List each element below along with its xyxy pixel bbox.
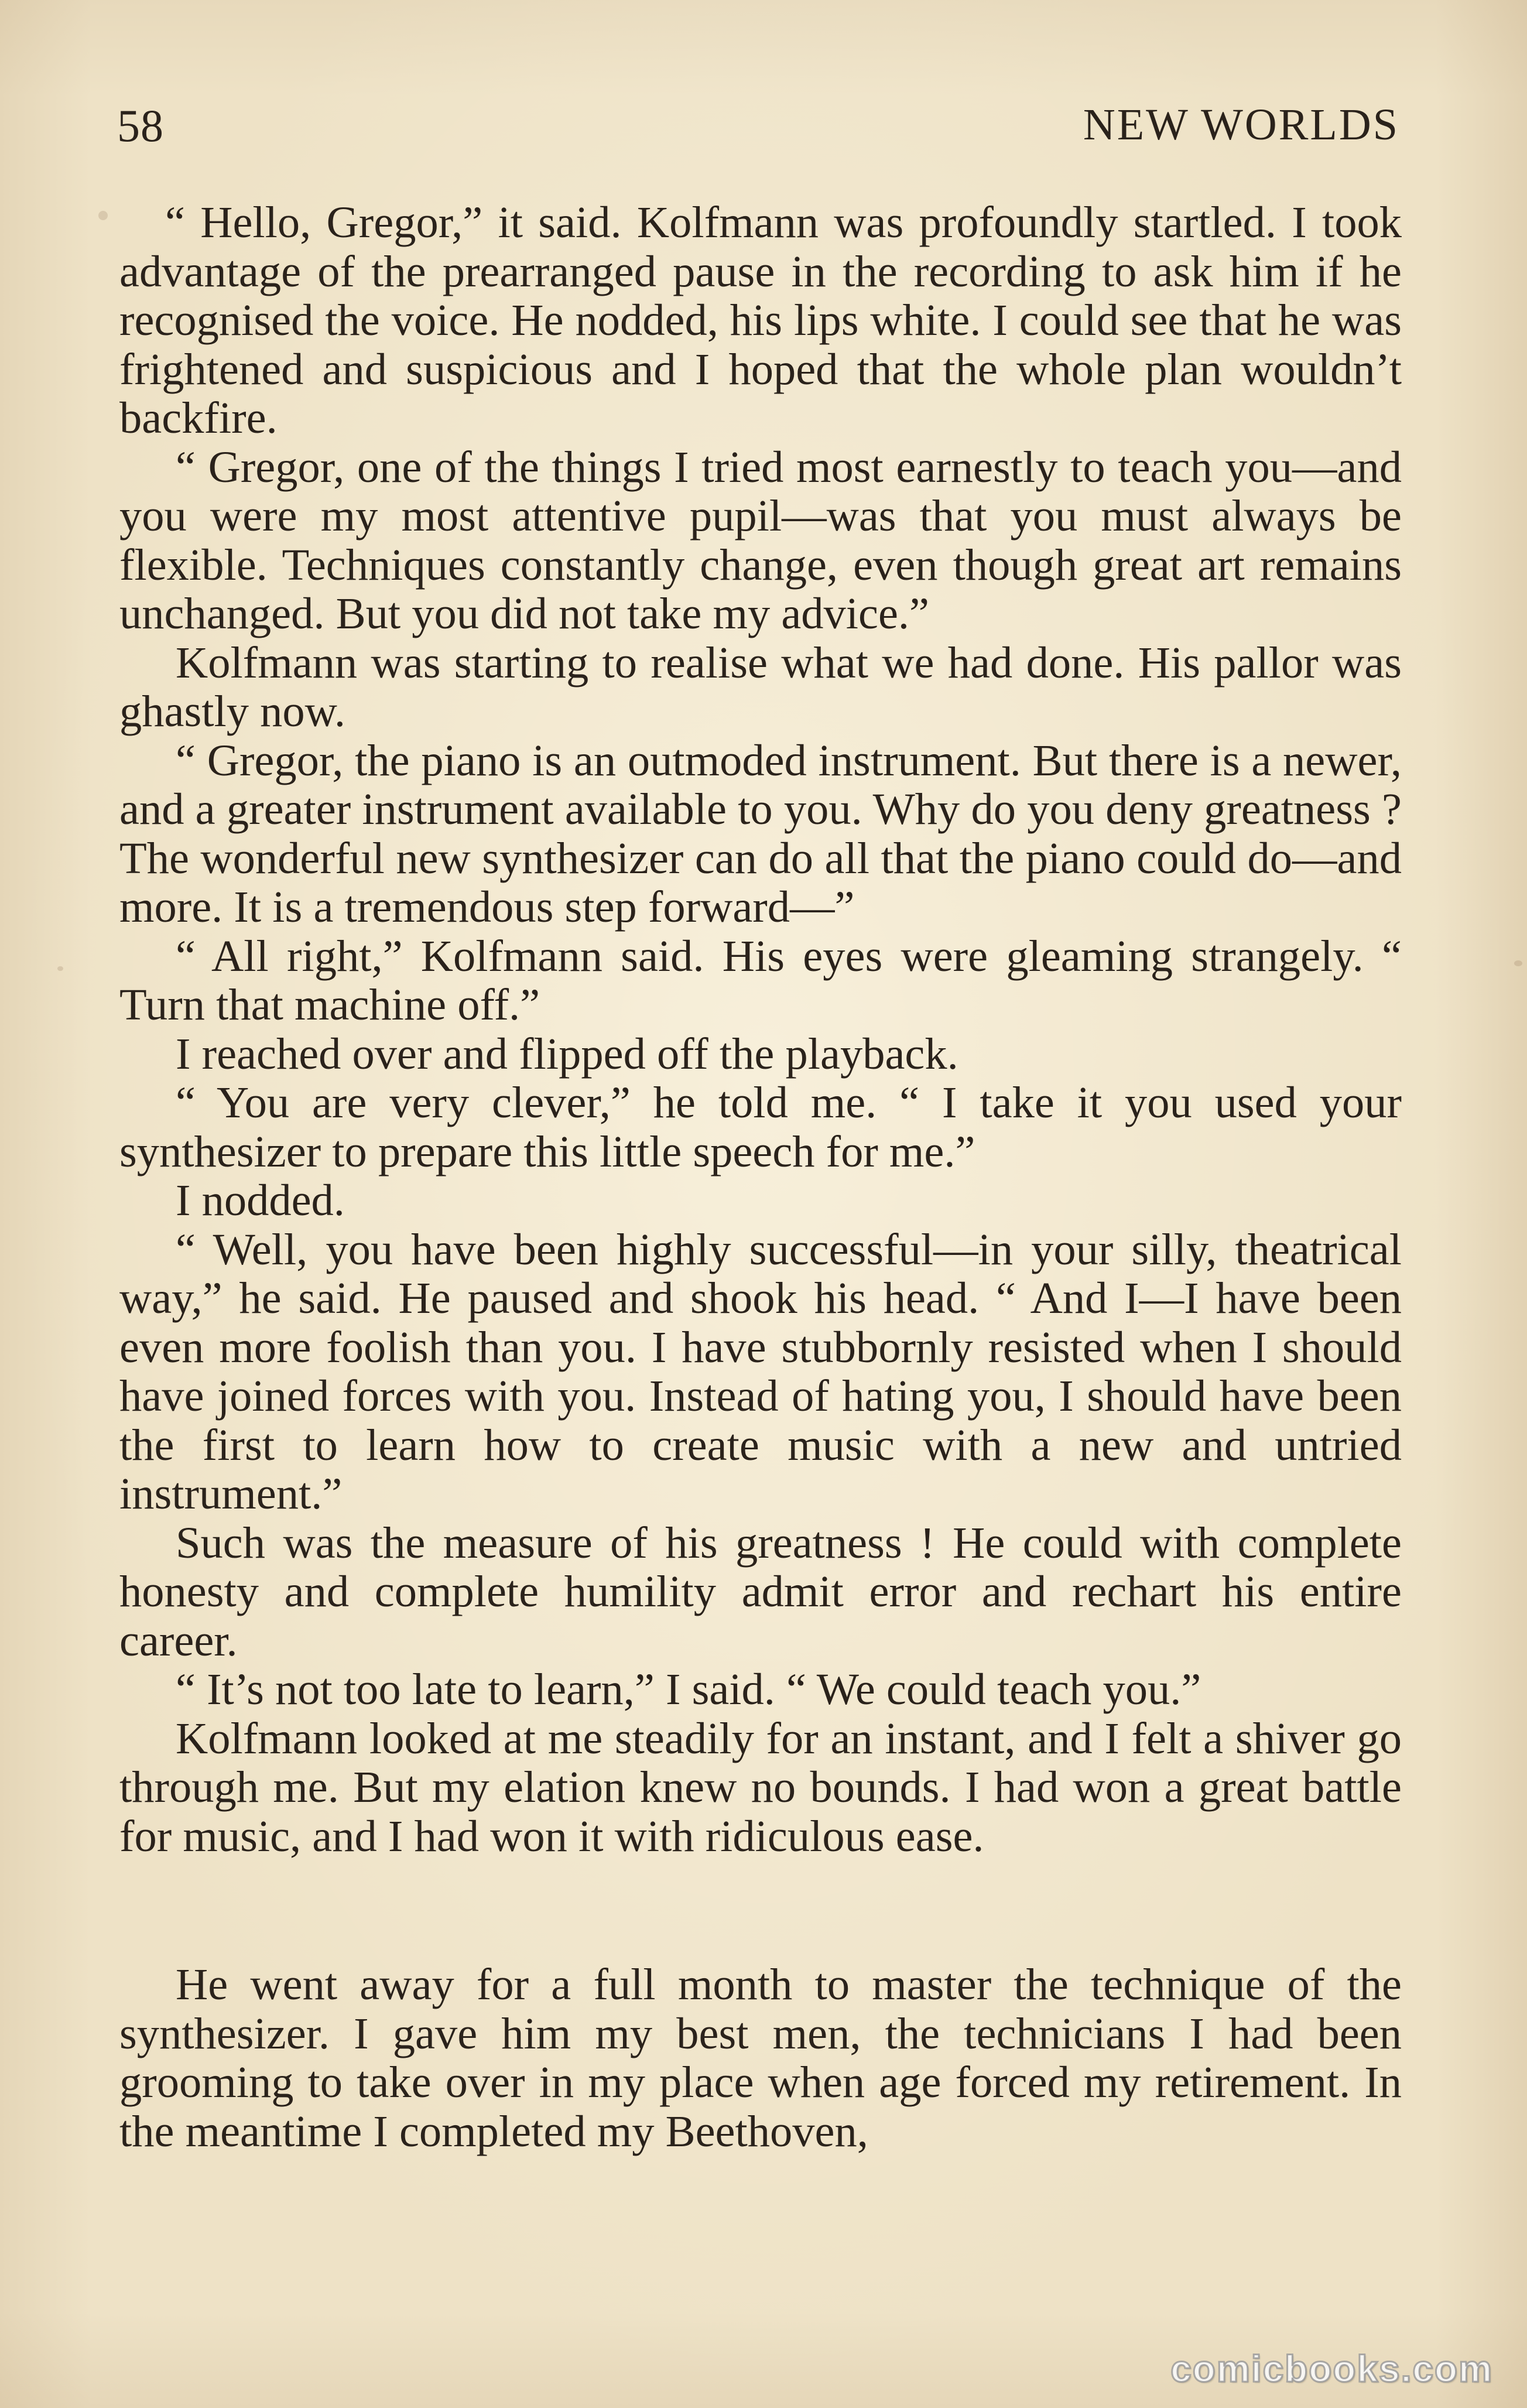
page-number: 58 <box>117 100 164 151</box>
paragraph: “ Hello, Gregor,” it said. Kolfmann was profoundly startled. I took advantage of the prearranged pause in the recording to ask him if he recognised the voice. He nodded, his lips white. I could see that he was frightened and suspicious and I hoped that the whole plan wouldn’t backfire. <box>119 197 1402 443</box>
watermark-logo: comicbooks.com <box>1170 2348 1493 2390</box>
ink-speck <box>98 211 108 220</box>
paragraph: “ Gregor, one of the things I tried most earnestly to teach you—and you were my most attentive pupil—was that you must always be flexible. Techniques constantly change, even though great art remains unchanged. But you did not take my advice.” <box>119 442 1402 638</box>
paragraph: Such was the measure of his greatness ! He could with complete honesty and complete humility admit error and rechart his entire career. <box>119 1517 1402 1665</box>
paragraph: I reached over and flipped off the playback. <box>176 1028 958 1079</box>
paragraph: “ Well, you have been highly successful—in your silly, theatrical way,” he said. He paused and shook his head. “ And I—I have been even more foolish than you. I have stubbornly resisted when I should have joined forces with you. Instead of hating you, I should have been the first to learn how to create music with a new and untried instrument.” <box>119 1224 1402 1518</box>
section-break <box>119 1860 1402 1960</box>
paragraph: “ Gregor, the piano is an outmoded instrument. But there is a newer, and a greater instrument available to you. Why do you deny greatness ? The wonderful new synthesizer can do all that the piano could do—and more. It is a tremendous step forward—” <box>119 735 1402 932</box>
ink-speck <box>57 966 63 971</box>
page-header <box>117 100 1399 158</box>
paragraph: Kolfmann was starting to realise what we had done. His pallor was ghastly now. <box>119 637 1402 736</box>
paragraph: “ You are very clever,” he told me. “ I take it you used your synthesizer to prepare this little speech for me.” <box>119 1078 1402 1176</box>
running-head: NEW WORLDS <box>1083 100 1399 149</box>
paragraph: “ It’s not too late to learn,” I said. “ We could teach you.” <box>176 1664 1201 1714</box>
paragraph: Kolfmann looked at me steadily for an instant, and I felt a shiver go through me. But my elation knew no bounds. I had won a great battle for music, and I had won it with ridiculous ease. <box>119 1713 1402 1861</box>
paragraph: “ All right,” Kolfmann said. His eyes were gleaming strangely. “ Turn that machine off.” <box>119 931 1402 1029</box>
paragraph: He went away for a full month to master the technique of the synthesizer. I gave him my best men, the technicians I had been grooming to take over in my place when age forced my retirement. In the meantime I completed my Beethoven, <box>119 1959 1402 2156</box>
paragraph: I nodded. <box>176 1175 345 1225</box>
body-text <box>119 198 1402 2156</box>
ink-speck <box>1514 960 1522 966</box>
